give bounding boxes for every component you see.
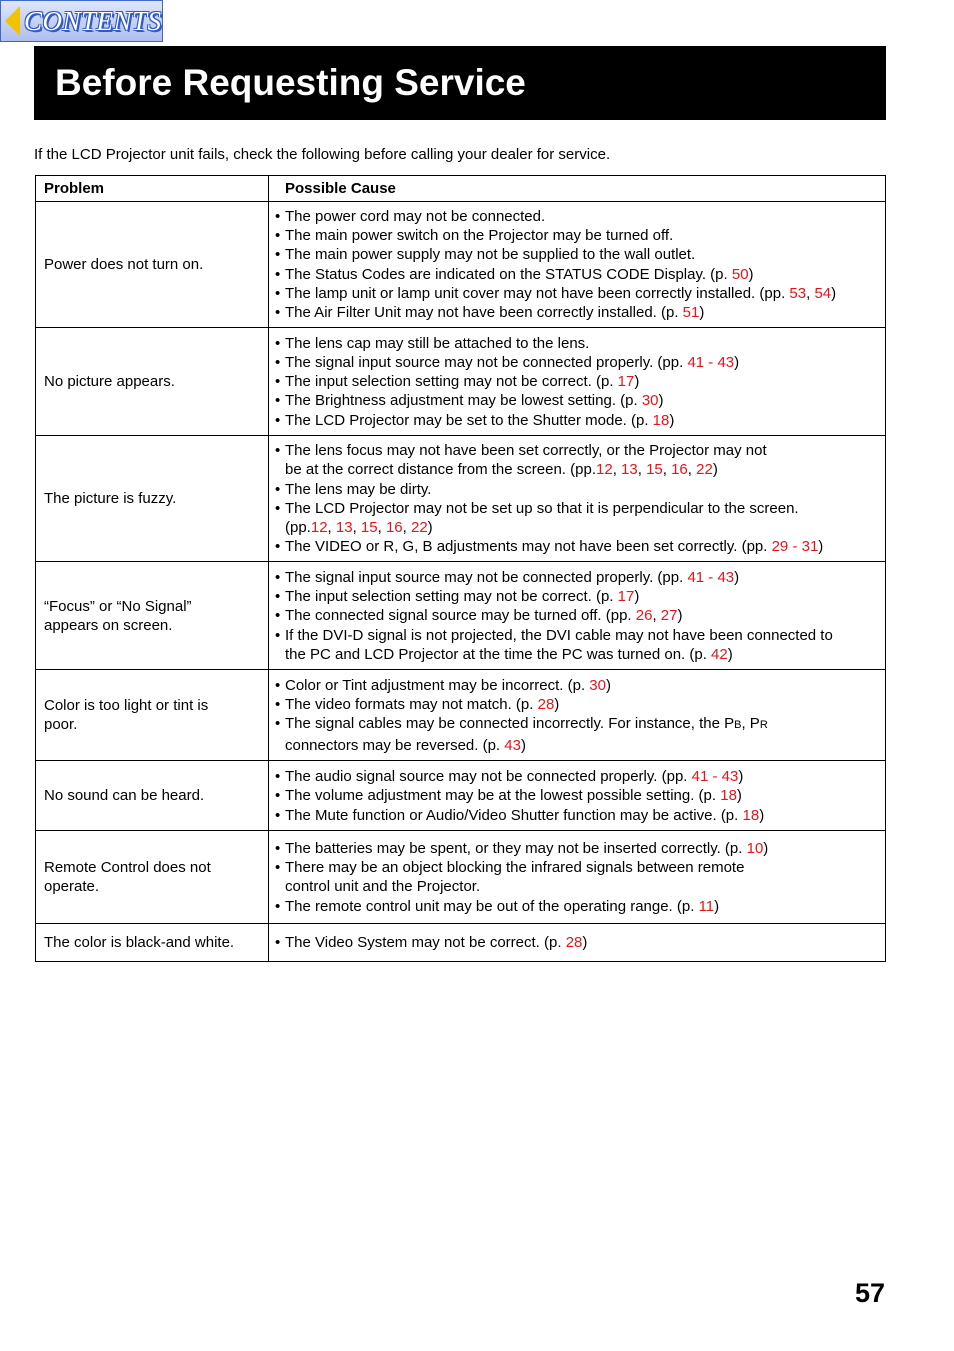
page-reference-link[interactable]: 16 (385, 519, 403, 537)
title-bar (34, 46, 886, 120)
problem-cell (36, 761, 269, 831)
subscript-text: R (759, 719, 768, 732)
page-reference-link[interactable]: 41 - 43 (691, 768, 739, 786)
table-row (36, 202, 886, 328)
cause-item (275, 226, 877, 245)
contents-label: CONTENTS (24, 5, 162, 36)
cause-text: ) (605, 677, 611, 695)
subscript-text: B (734, 719, 742, 732)
cause-text: The lens cap may still be attached to the lens. (285, 334, 590, 352)
cause-item (275, 265, 877, 284)
cause-text: Color or Tint adjustment may be incorrect. (p. (285, 677, 590, 695)
problem-text: Power does not turn on. (44, 256, 204, 273)
cause-text: ) (734, 568, 740, 586)
cause-list (275, 334, 877, 430)
page-reference-link[interactable]: 11 (698, 897, 715, 915)
page-reference-link[interactable]: 26 (635, 607, 653, 625)
cause-text: be at the correct distance from the screen. (pp. (285, 461, 596, 479)
problem-cell (36, 436, 269, 562)
cause-text: The remote control unit may be out of the operating range. (p. (285, 897, 699, 915)
cause-text: If the DVI-D signal is not projected, the DVI cable may not have been connected to (285, 626, 833, 644)
cause-text: ) (582, 934, 588, 952)
cause-item (275, 606, 877, 625)
cause-cell (269, 831, 886, 924)
cause-text: ) (734, 353, 740, 371)
cause-item (275, 334, 877, 353)
cause-text: ) (763, 840, 769, 858)
cause-text: ) (634, 588, 640, 606)
page-reference-link[interactable]: 13 (335, 519, 353, 537)
problem-text: “Focus” or “No Signal” appears on screen. (44, 597, 192, 634)
table-row (36, 831, 886, 924)
page-reference-link[interactable]: 41 - 43 (687, 353, 735, 371)
cause-text: The LCD Projector may not be set up so that it is perpendicular to the screen. (285, 499, 799, 517)
cause-text: The main power switch on the Projector may be turned off. (285, 227, 674, 245)
page-reference-link[interactable]: 13 (621, 461, 638, 479)
cause-item (275, 372, 877, 391)
cause-text: The Air Filter Unit may not have been correctly installed. (p. (285, 304, 683, 322)
page-number: 57 (854, 1278, 885, 1308)
cause-text: The LCD Projector may be set to the Shutter mode. (p. (285, 411, 653, 429)
cause-item (275, 499, 877, 537)
cause-text: The Brightness adjustment may be lowest setting. (p. (285, 392, 642, 410)
problem-text: No sound can be heard. (44, 787, 205, 805)
cause-text: The signal cables may be connected incorrectly. For instance, the P (285, 715, 735, 733)
page-reference-link[interactable]: 22 (410, 519, 428, 537)
page-reference-link[interactable]: 18 (720, 787, 737, 805)
cause-list (275, 207, 877, 322)
cause-item (275, 676, 877, 695)
cause-text: ) (427, 519, 433, 537)
cause-item (275, 714, 877, 754)
back-arrow-icon (5, 6, 20, 36)
cause-text: ) (738, 768, 744, 786)
page-reference-link[interactable]: 53 (789, 284, 807, 302)
cause-text: , P (741, 715, 760, 733)
table-row (36, 924, 886, 962)
cause-text: , (637, 461, 647, 479)
page-reference-link[interactable]: 28 (537, 696, 555, 714)
cause-text: , (652, 607, 661, 625)
page-reference-link[interactable]: 17 (617, 588, 635, 606)
cause-text: The video formats may not match. (p. (285, 696, 538, 714)
cause-text: ) (699, 304, 705, 322)
cause-text: The lens focus may not have been set correctly, or the Projector may not (285, 442, 767, 460)
cause-text: ) (818, 538, 824, 556)
cause-item (275, 284, 877, 303)
cause-text: , (377, 519, 386, 537)
contents-button[interactable] (0, 0, 163, 42)
cause-cell (269, 670, 886, 761)
cause-list (275, 933, 877, 952)
cause-text: ) (831, 284, 837, 302)
cause-text: The VIDEO or R, G, B adjustments may not have been set correctly. (pp. (285, 538, 772, 556)
cause-text: The signal input source may not be connected properly. (pp. (285, 353, 688, 371)
page-reference-link[interactable]: 41 - 43 (687, 568, 735, 586)
problem-text: Color is too light or tint is poor. (44, 697, 209, 734)
page-reference-link[interactable]: 30 (589, 677, 606, 695)
cause-text: ) (669, 411, 675, 429)
page-reference-link[interactable]: 18 (742, 806, 760, 824)
header-problem: Problem (36, 176, 269, 202)
page-reference-link[interactable]: 43 (504, 736, 521, 754)
cause-text: ) (748, 265, 754, 283)
cause-text: The main power supply may not be supplied to the wall outlet. (285, 246, 696, 264)
cause-text: The Mute function or Audio/Video Shutter function may be active. (p. (285, 806, 743, 824)
problem-text: The color is black-and white. (44, 934, 235, 952)
problem-text: The picture is fuzzy. (44, 490, 177, 508)
cause-text: The Status Codes are indicated on the STATUS CODE Display. (p. (285, 265, 732, 283)
cause-text: , (662, 461, 672, 479)
cause-text: (pp. (285, 519, 311, 537)
cause-item (275, 626, 877, 664)
header-possible-cause: Possible Cause (269, 176, 886, 202)
cause-text: The connected signal source may be turned off. (pp. (285, 607, 636, 625)
table-header-row (36, 176, 886, 202)
cause-text: ) (554, 696, 560, 714)
cause-item (275, 353, 877, 372)
problem-text: Remote Control does not operate. (44, 859, 211, 896)
page-reference-link[interactable]: 10 (746, 840, 764, 858)
cause-item (275, 480, 877, 499)
cause-text: The volume adjustment may be at the lowest possible setting. (p. (285, 787, 721, 805)
cause-text: The input selection setting may not be correct. (p. (285, 373, 618, 391)
intro-text: If the LCD Projector unit fails, check the following before calling your dealer for service. (34, 146, 611, 163)
cause-item (275, 441, 877, 479)
cause-list (275, 568, 877, 664)
cause-item (275, 806, 877, 825)
cause-cell (269, 328, 886, 436)
cause-cell (269, 202, 886, 328)
cause-item (275, 767, 877, 786)
cause-text: , (327, 519, 336, 537)
cause-text: ) (634, 373, 640, 391)
page-reference-link[interactable]: 12 (310, 519, 328, 537)
cause-text: ) (520, 736, 526, 754)
cause-item (275, 897, 877, 916)
cause-text: ) (759, 806, 765, 824)
cause-list (275, 767, 877, 825)
page-reference-link[interactable]: 29 - 31 (771, 538, 819, 556)
cause-text: The audio signal source may not be connected properly. (pp. (285, 768, 692, 786)
cause-text: connectors may be reversed. (p. (285, 736, 505, 754)
cause-text: , (402, 519, 411, 537)
cause-text: the PC and LCD Projector at the time the PC was turned on. (p. (285, 645, 712, 663)
page-reference-link[interactable]: 16 (671, 461, 688, 479)
table-row (36, 761, 886, 831)
cause-list (275, 441, 877, 556)
cause-item (275, 587, 877, 606)
page-reference-link[interactable]: 12 (596, 461, 613, 479)
cause-item (275, 695, 877, 714)
cause-text: There may be an object blocking the infrared signals between remote (285, 859, 745, 877)
cause-item (275, 858, 877, 896)
problem-text: No picture appears. (44, 373, 175, 391)
troubleshooting-table (35, 175, 886, 962)
cause-item (275, 933, 877, 952)
cause-item (275, 411, 877, 430)
table-row (36, 436, 886, 562)
cause-text: The input selection setting may not be correct. (p. (285, 588, 618, 606)
table-row (36, 562, 886, 670)
page-reference-link[interactable]: 27 (660, 607, 678, 625)
cause-text: The lamp unit or lamp unit cover may not have been correctly installed. (pp. (285, 284, 790, 302)
cause-text: The batteries may be spent, or they may not be inserted correctly. (p. (285, 840, 747, 858)
problem-cell (36, 831, 269, 924)
problem-cell (36, 202, 269, 328)
cause-cell (269, 562, 886, 670)
cause-item (275, 537, 877, 556)
cause-item (275, 568, 877, 587)
cause-item (275, 207, 877, 226)
cause-list (275, 676, 877, 755)
problem-cell (36, 328, 269, 436)
cause-text: control unit and the Projector. (285, 878, 481, 896)
table-row (36, 670, 886, 761)
cause-item (275, 839, 877, 858)
cause-cell (269, 436, 886, 562)
problem-cell (36, 670, 269, 761)
cause-text: ) (736, 787, 742, 805)
cause-item (275, 303, 877, 322)
table-row (36, 328, 886, 436)
page-reference-link[interactable]: 18 (652, 411, 670, 429)
page-reference-link[interactable]: 15 (360, 519, 378, 537)
cause-text: ) (677, 607, 683, 625)
cause-item (275, 245, 877, 264)
cause-text: The Video System may not be correct. (p. (285, 934, 566, 952)
cause-text: ) (658, 392, 664, 410)
page-reference-link[interactable]: 51 (682, 304, 700, 322)
cause-text: ) (727, 645, 733, 663)
page-reference-link[interactable]: 50 (731, 265, 749, 283)
cause-text: ) (712, 461, 718, 479)
cause-text: The power cord may not be connected. (285, 208, 546, 225)
cause-item (275, 391, 877, 410)
page-reference-link[interactable]: 17 (617, 373, 635, 391)
page-reference-link[interactable]: 30 (641, 392, 659, 410)
problem-cell (36, 562, 269, 670)
cause-cell (269, 761, 886, 831)
cause-text: , (687, 461, 697, 479)
cause-text: The signal input source may not be connected properly. (pp. (285, 568, 688, 586)
page-reference-link[interactable]: 22 (696, 461, 713, 479)
cause-text: The lens may be dirty. (285, 480, 432, 498)
cause-text: , (806, 284, 815, 302)
cause-cell (269, 924, 886, 962)
page-reference-link[interactable]: 28 (565, 934, 583, 952)
cause-text: , (612, 461, 622, 479)
cause-item (275, 786, 877, 805)
cause-text: , (352, 519, 361, 537)
problem-cell (36, 924, 269, 962)
page-reference-link[interactable]: 42 (711, 645, 728, 663)
page-title: Before Requesting Service (55, 62, 526, 103)
page-reference-link[interactable]: 54 (814, 284, 832, 302)
cause-list (275, 839, 877, 916)
cause-text: ) (714, 897, 720, 915)
page-reference-link[interactable]: 15 (646, 461, 663, 479)
